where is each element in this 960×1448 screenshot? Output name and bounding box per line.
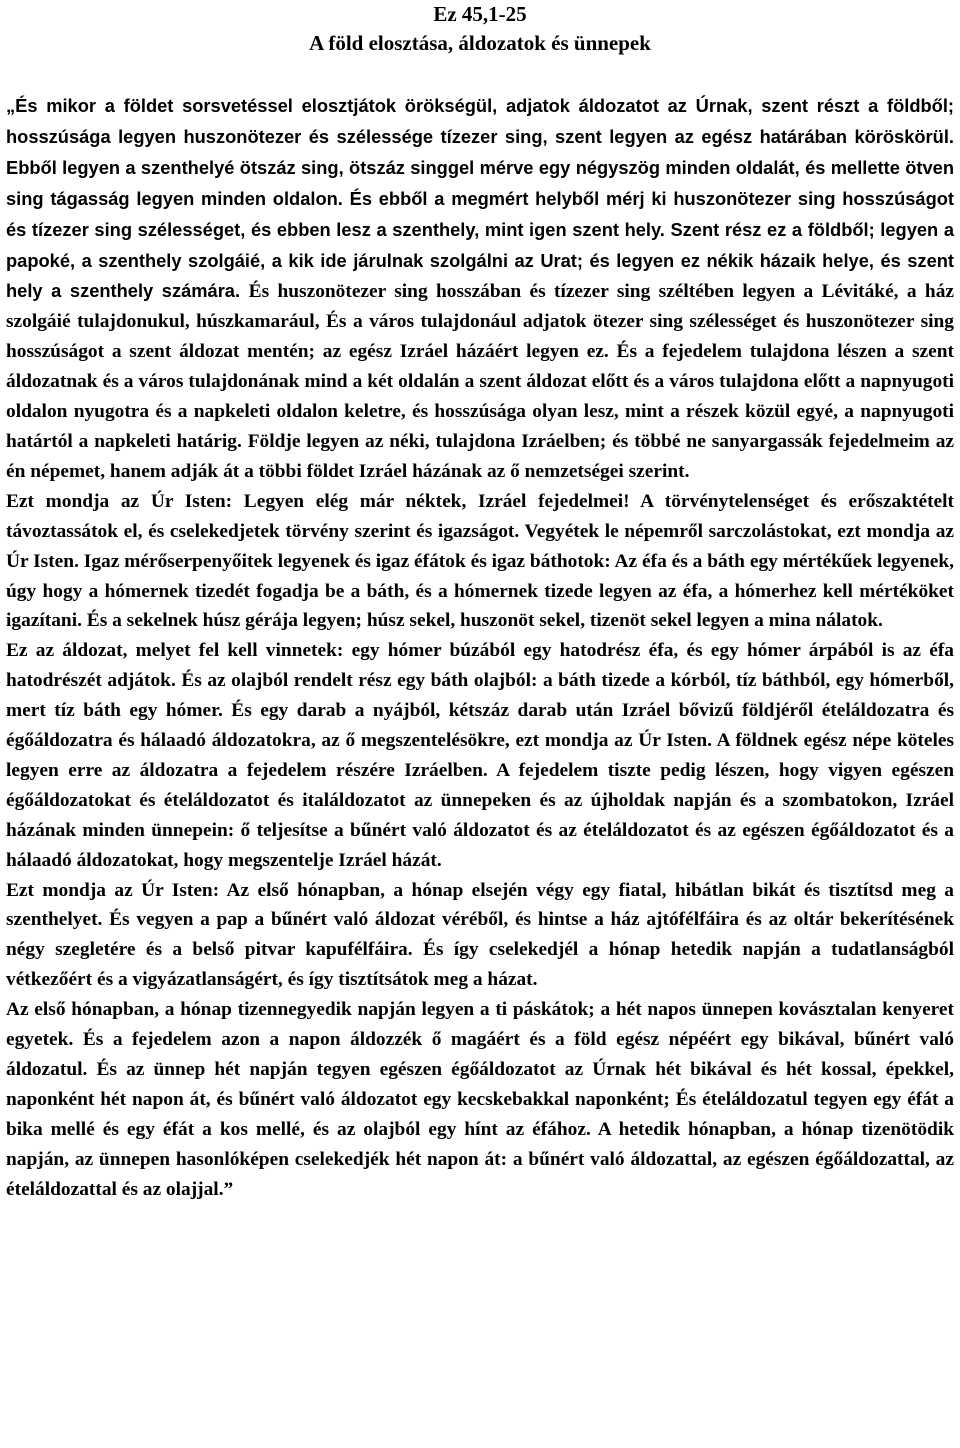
paragraph-1 bbox=[6, 91, 954, 487]
paragraph-2 bbox=[6, 487, 954, 637]
paragraph-5-text: Az első hónapban, a hónap tizennegyedik napján legyen a ti páskátok; a hét napos ünnepen kovásztalan kenyeret egyetek. És a fejedelem azon a napon áldozzék ő magáért és a föld egész népéért egy bikával, bűnért való áldozatul. És az ünnep hét napján tegyen egészen égőáldozatot az Úrnak hét bikával és hét kossal, épekkel, naponként hét napon át, és bűnért való áldozatot egy kecskebakkal naponként; És ételáldozatul tegyen egy éfát a bika mellé és egy éfát a kos mellé, és az olajból egy hínt az éfához. A hetedik hónapban, a hónap tizenötödik napján, az ünnepen hasonlóképen cselekedjék hét napon át: a bűnért való áldozattal, az egészen égőáldozattal, az ételáldozattal és az olajjal.” bbox=[6, 999, 954, 1200]
paragraph-4-text: Ezt mondja az Úr Isten: Az első hónapban, a hónap elsején végy egy fiatal, hibátlan bikát és tisztítsd meg a szenthelyet. És vegyen a pap a bűnért való áldozat véréből, és hintse a ház ajtófélfáira és az oltár bekerítésének négy szegletére és a belső pitvar kapufélfáira. És így cselekedjél a hónap hetedik napján a tudatlanságból vétkezőért és a vigyázatlanságért, és így tisztítsátok meg a házat. bbox=[6, 879, 954, 991]
scripture-reference: Ez 45,1-25 bbox=[433, 2, 527, 26]
document-body bbox=[6, 91, 954, 1205]
paragraph-1-segment-2: És huszonötezer sing hosszában és tízezer sing széltében legyen a Lévitáké, a ház szolgáié tulajdonukul, húszkamarául, És a város tulajdonául adjatok ötezer sing szélességet és huszonötezer sing hosszúságot a szent áldozat mentén; az egész Izráel házáért legyen ez. És a fejedelem tulajdona lészen a szent áldozatnak és a város tulajdonának mind a két oldalán a szent áldozat előtt és a város tulajdona előtt a napnyugoti oldalon nyugotra és a napkeleti oldalon keletre, és hosszúsága olyan lesz, mint a részek közül egyé, a napnyugoti határtól a napkeleti határig. Földje legyen az néki, tulajdona Izráelben; és többé ne sanyargassák fejedelmeim az én népemet, hanem adják át a többi földet Izráel házának az ő nemzetségei szerint. bbox=[6, 281, 955, 482]
paragraph-2-text: Ezt mondja az Úr Isten: Legyen elég már néktek, Izráel fejedelmei! A törvénytelenséget és erőszaktételt távoztassátok el, és cselekedjetek törvény szerint és igazságot. Vegyétek le népemről sarczolástokat, ezt mondja az Úr Isten. Igaz mérőserpenyőitek legyenek és igaz éfátok és igaz báthotok: Az éfa és a báth egy mértékűek legyenek, úgy hogy a hómernek tizedét fogadja be a báth, és a hómernek tizede legyen az éfa, a hómerhez kell mértéköket igazítani. És a sekelnek húsz gérája legyen; húsz sekel, huszonöt sekel, tizenöt sekel legyen a mina nálatok. bbox=[6, 490, 954, 632]
paragraph-5 bbox=[6, 995, 954, 1204]
paragraph-3-text: Ez az áldozat, melyet fel kell vinnetek: egy hómer búzából egy hatodrész éfa, és egy hómer árpából is az éfa hatodrészét adjátok. És az olajból rendelt rész egy báth olajból: a báth tizede a kórból, tíz báthból, egy hómerből, mert tíz báth egy hómer. És egy darab a nyájból, kétszáz darab után Izráel bővizű földjéről ételáldozatra és égőáldozatra és hálaadó áldozatokra, az ő megszentelésökre, ezt mondja az Úr Isten. A földnek egész népe köteles legyen erre az áldozatra a fejedelem részére Izráelben. A fejedelem tiszte pedig lészen, hogy vigyen egészen égőáldozatokat és ételáldozatot és italáldozatot az ünnepeken és az újholdak napján és a szombatokon, Izráel házának minden ünnepein: ő teljesítse a bűnért való áldozatot és az ételáldozatot és az egészen égőáldozatot és a hálaadó áldozatokat, hogy megszentelje Izráel házát. bbox=[6, 640, 954, 871]
document-title: A föld elosztása, áldozatok és ünnepek bbox=[309, 31, 651, 55]
paragraph-4 bbox=[6, 876, 954, 996]
paragraph-3 bbox=[6, 636, 954, 875]
paragraph-1-segment-1: „És mikor a földet sorsvetéssel elosztjátok örökségül, adjatok áldozatot az Úrnak, szent részt a földből; hosszúsága legyen huszonötezer és szélessége tízezer sing, szent legyen az egész határában köröskörül. Ebből legyen a szenthelyé ötszáz sing, ötszáz singgel mérve egy négyszög minden oldalát, és mellette ötven sing tágasság legyen minden oldalon. És ebből a megmért helyből mérj ki huszonötezer sing hosszúságot és tízezer sing szélességet, és ebben lesz a szenthely, mint igen szent hely. Szent rész ez a földből; legyen a papoké, a szenthely szolgáié, a kik ide járulnak szolgálni az Urat; és legyen ez nékik házaik helye, és szent hely a szenthely számára. bbox=[6, 95, 954, 302]
